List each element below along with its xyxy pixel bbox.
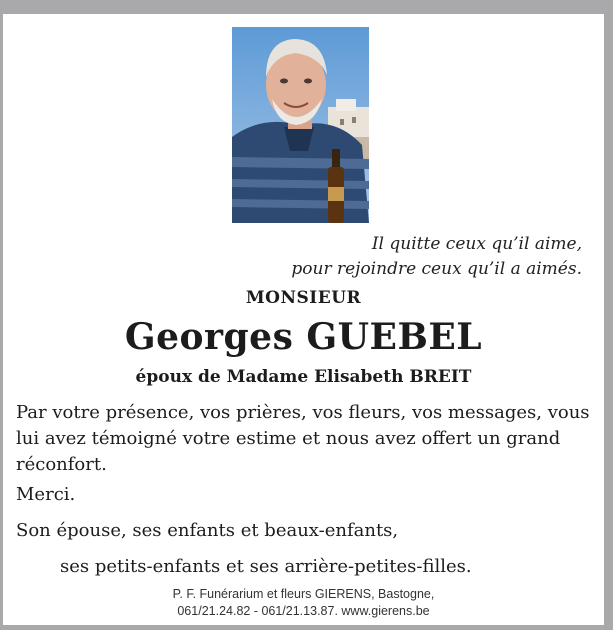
family-line-2: ses petits-enfants et ses arrière-petites-filles. [60, 556, 472, 577]
death-notice-card [3, 14, 604, 625]
portrait-photo [232, 27, 369, 223]
deceased-name: Georges GUEBEL [124, 316, 483, 358]
quote-line-1: Il quitte ceux qu’il aime, [371, 234, 582, 254]
family-line-1: Son épouse, ses enfants et beaux-enfants, [16, 520, 399, 541]
spouse-line: époux de Madame Elisabeth BREIT [135, 367, 472, 387]
memorial-quote [291, 232, 582, 282]
footer-line-2: 061/21.24.82 - 061/21.13.87. www.gierens.be [177, 604, 430, 618]
portrait-image [232, 27, 369, 223]
thanks-word: Merci. [16, 484, 76, 505]
quote-line-2: pour rejoindre ceux qu’il a aimés. [291, 259, 582, 279]
thanks-message: Par votre présence, vos prières, vos fleurs, vos messages, vous lui avez témoigné votre estime et nous avez offert un grand réconfort. [16, 402, 590, 475]
honorific-title: MONSIEUR [245, 288, 362, 308]
funeral-home-footer [3, 586, 604, 620]
footer-line-1: P. F. Funérarium et fleurs GIERENS, Bastogne, [172, 587, 435, 601]
